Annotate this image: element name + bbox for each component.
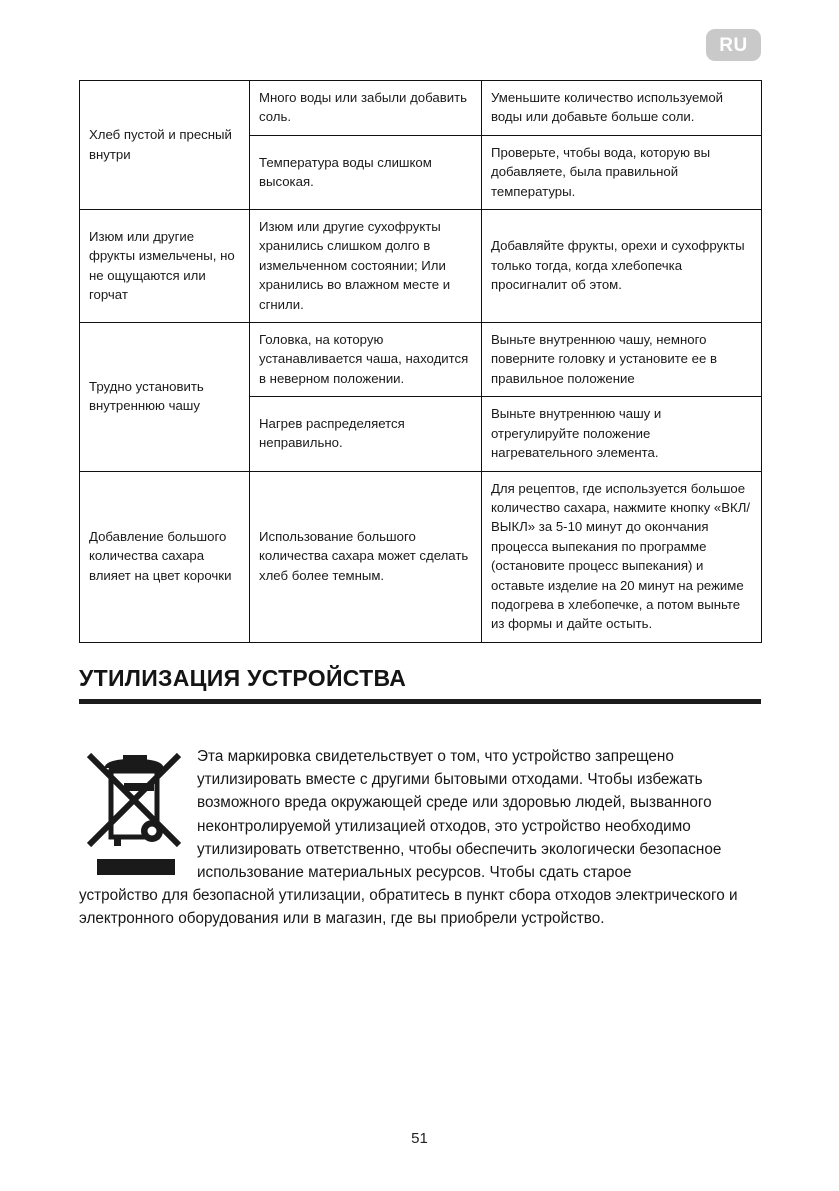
solution-cell: Добавляйте фрукты, орехи и сухофрукты только тогда, когда хлебопечка просигналит об этом. [482,210,762,323]
solution-cell: Выньте внутреннюю чашу и отрегулируйте положение нагревательного элемента. [482,397,762,471]
heading-rule [79,699,761,704]
solution-cell: Для рецептов, где используется большое количество сахара, нажмите кнопку «ВКЛ/ВЫКЛ» за 5-10 минут до окончания процесса выпекания по программе (остановите процесс выпекания) и оставьте изделие на 20 минут на режиме подогрева в хлебопечке, а потом выньте из формы и дайте остыть. [482,471,762,642]
table-row [80,323,762,397]
crossed-out-wheelie-bin-icon [87,749,187,882]
cause-cell: Много воды или забыли добавить соль. [250,81,482,136]
problem-cell: Добавление большого количества сахара влияет на цвет корочки [80,471,250,642]
page-title: УТИЛИЗАЦИЯ УСТРОЙСТВА [79,665,407,691]
disposal-paragraph-rest: устройство для безопасной утилизации, обратитесь в пункт сбора отходов электрического и электронного оборудования или в магазин, где вы приобрели устройство. [79,887,738,928]
disposal-block [79,745,761,930]
solution-cell: Выньте внутреннюю чашу, немного поверните головку и установите ее в правильное положение [482,323,762,397]
cause-cell: Температура воды слишком высокая. [250,135,482,209]
table-row [80,81,762,136]
cause-cell: Изюм или другие сухофрукты хранились слишком долго в измельченном состоянии; Или хранились во влажном месте и сгнили. [250,210,482,323]
solution-cell: Уменьшите количество используемой воды или добавьте больше соли. [482,81,762,136]
page-number: 51 [411,1130,428,1147]
troubleshooting-table-body [80,81,762,643]
troubleshooting-table-wrapper [79,80,761,643]
cause-cell: Использование большого количества сахара может сделать хлеб более темным. [250,471,482,642]
problem-cell: Хлеб пустой и пресный внутри [80,81,250,210]
cause-cell: Головка, на которую устанавливается чаша, находится в неверном положении. [250,323,482,397]
problem-cell: Изюм или другие фрукты измельчены, но не ощущаются или горчат [80,210,250,323]
solution-cell: Проверьте, чтобы вода, которую вы добавляете, была правильной температуры. [482,135,762,209]
table-row [80,471,762,642]
troubleshooting-table [79,80,762,643]
problem-cell: Трудно установить внутреннюю чашу [80,323,250,471]
cause-cell: Нагрев распределяется неправильно. [250,397,482,471]
language-badge [706,29,761,61]
language-badge-label: RU [719,34,748,56]
table-row [80,210,762,323]
disposal-paragraph-indented: Эта маркировка свидетельствует о том, что устройство запрещено утилизировать вместе с другими бытовыми отходами. Чтобы избежать возможного вреда окружающей среде или здоровью людей, вызванного неконтролируемой утилизацией отходов, это устройство необходимо утилизировать ответственно, чтобы обеспечить экологически безопасное использование материальных ресурсов. Чтобы сдать старое [197,748,722,881]
disposal-section-header [79,665,761,704]
